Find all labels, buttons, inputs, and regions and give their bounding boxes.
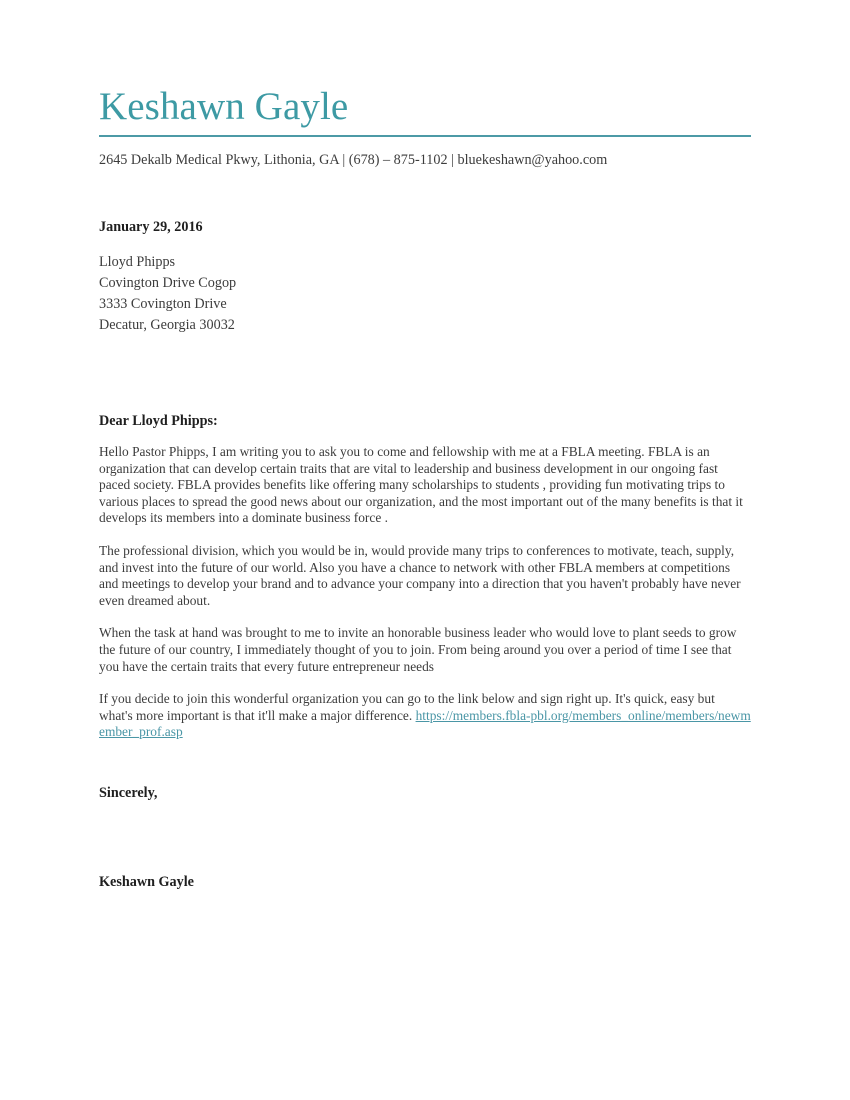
letter-date: January 29, 2016: [99, 219, 203, 235]
recipient-organization: Covington Drive Cogop: [99, 275, 237, 291]
fbla-signup-link[interactable]: https://members.fbla-pbl.org/members_online/members/newmember_prof.asp: [99, 707, 751, 740]
document-content: [99, 0, 751, 892]
body-paragraph-4-text: If you decide to join this wonderful organization you can go to the link below and sign right up. It's quick, easy but what's more important is that it'll make a major difference.: [99, 691, 715, 723]
body-paragraph-3: When the task at hand was brought to me to invite an honorable business leader who would love to plant seeds to grow the future of our country, I immediately thought of you to join. From being around you over a period of time I see that you have the certain traits that every future entrepreneur needs: [99, 625, 737, 674]
recipient-city-state-zip: Decatur, Georgia 30032: [99, 317, 235, 333]
body-paragraph-2: The professional division, which you would be in, would provide many trips to conferences to motivate, teach, supply, and invest into the future of our world. Also you have a chance to network with other FBLA members at competitions and meetings to develop your brand and to advance your company into a direction that you haven't probably have never even dreamed about.: [99, 542, 741, 608]
signature-name: Keshawn Gayle: [99, 873, 194, 890]
letterhead: [99, 0, 751, 170]
closing-salutation: Sincerely,: [99, 784, 158, 801]
recipient-name: Lloyd Phipps: [99, 254, 176, 270]
header-divider: [99, 135, 751, 137]
body-paragraph-4: [99, 691, 751, 741]
body-paragraph-1: Hello Pastor Phipps, I am writing you to ask you to come and fellowship with me at a FBLA meeting. FBLA is an organization that can develop certain traits that are vital to leadership and business development in our ongoing fast paced society. FBLA provides benefits like offering many scholarships to students , providing fun motivating trips to various places to spread the good news about our organization, and the most important out of the many benefits is that it develops its members into a dominate business force .: [99, 444, 743, 526]
page-title: Keshawn Gayle: [99, 85, 349, 128]
salutation: Dear Lloyd Phipps:: [99, 413, 218, 429]
recipient-street: 3333 Covington Drive: [99, 296, 227, 312]
recipient-address-block: [99, 252, 751, 336]
contact-info: 2645 Dekalb Medical Pkwy, Lithonia, GA | (678) – 875-1102 | bluekeshawn@yahoo.com: [99, 152, 608, 168]
